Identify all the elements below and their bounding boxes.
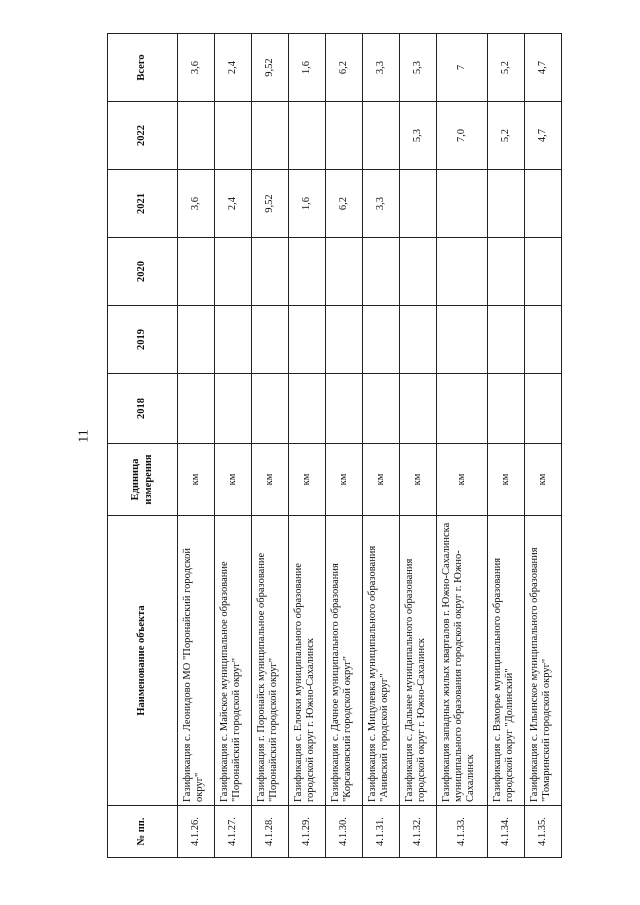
cell-num: 4.1.26.	[178, 806, 215, 858]
cell-unit: км	[488, 444, 525, 516]
cell-2019	[436, 306, 487, 374]
table-row	[214, 34, 251, 858]
page-number: 11	[76, 429, 92, 443]
cell-num: 4.1.34.	[488, 806, 525, 858]
cell-2018	[214, 374, 251, 444]
cell-unit: км	[178, 444, 215, 516]
cell-2019	[251, 306, 288, 374]
cell-2018	[488, 374, 525, 444]
cell-2021	[436, 170, 487, 238]
cell-2021: 9,52	[251, 170, 288, 238]
header-num: № пп.	[108, 806, 178, 858]
cell-name: Газификация с. Мицулевка муниципального образования "Анивский городской округ"	[362, 516, 399, 806]
table-row	[362, 34, 399, 858]
cell-2019	[524, 306, 561, 374]
cell-2019	[399, 306, 436, 374]
cell-2019	[488, 306, 525, 374]
cell-2019	[288, 306, 325, 374]
cell-name: Газификация г. Поронайск муниципальное образование "Поронайский городской округ"	[251, 516, 288, 806]
header-2020: 2020	[108, 238, 178, 306]
cell-unit: км	[399, 444, 436, 516]
cell-2018	[325, 374, 362, 444]
header-total: Всего	[108, 34, 178, 102]
header-2022: 2022	[108, 102, 178, 170]
cell-2022	[362, 102, 399, 170]
cell-2022: 5,3	[399, 102, 436, 170]
cell-total: 5,2	[488, 34, 525, 102]
table-row	[325, 34, 362, 858]
cell-2022	[251, 102, 288, 170]
cell-2019	[178, 306, 215, 374]
cell-name: Газификация с. Дачное муниципального образования "Корсаковский городской округ"	[325, 516, 362, 806]
cell-num: 4.1.30.	[325, 806, 362, 858]
cell-2018	[399, 374, 436, 444]
cell-2019	[214, 306, 251, 374]
cell-total: 3,6	[178, 34, 215, 102]
cell-2020	[288, 238, 325, 306]
cell-total: 7	[436, 34, 487, 102]
cell-total: 9,52	[251, 34, 288, 102]
table-row	[488, 34, 525, 858]
cell-unit: км	[362, 444, 399, 516]
cell-2018	[251, 374, 288, 444]
cell-2020	[362, 238, 399, 306]
cell-2022: 7,0	[436, 102, 487, 170]
cell-2021: 1,6	[288, 170, 325, 238]
cell-total: 1,6	[288, 34, 325, 102]
cell-num: 4.1.33.	[436, 806, 487, 858]
cell-2021	[488, 170, 525, 238]
cell-unit: км	[325, 444, 362, 516]
cell-name: Газификация с. Леонидово МО "Поронайский городской округ"	[178, 516, 215, 806]
cell-name: Газификация с. Ильинское муниципального образования "Томаринский городской округ"	[524, 516, 561, 806]
header-name: Наименование объекта	[108, 516, 178, 806]
cell-num: 4.1.28.	[251, 806, 288, 858]
cell-2022	[214, 102, 251, 170]
cell-2020	[325, 238, 362, 306]
cell-2020	[488, 238, 525, 306]
cell-2021: 6,2	[325, 170, 362, 238]
table-row	[251, 34, 288, 858]
cell-unit: км	[288, 444, 325, 516]
cell-2022: 4,7	[524, 102, 561, 170]
cell-total: 5,3	[399, 34, 436, 102]
cell-num: 4.1.29.	[288, 806, 325, 858]
cell-name: Газификация с. Взморье муниципального образования городской округ "Долинский"	[488, 516, 525, 806]
table-row	[178, 34, 215, 858]
cell-2018	[178, 374, 215, 444]
cell-name: Газификация западных жилых кварталов г. Южно-Сахалинска муниципального образования городской округ г. Южно-Сахалинск	[436, 516, 487, 806]
cell-2021	[399, 170, 436, 238]
cell-2022	[178, 102, 215, 170]
header-row	[108, 34, 178, 858]
table-row	[399, 34, 436, 858]
cell-2019	[325, 306, 362, 374]
cell-2018	[288, 374, 325, 444]
cell-num: 4.1.35.	[524, 806, 561, 858]
header-2018: 2018	[108, 374, 178, 444]
cell-unit: км	[214, 444, 251, 516]
cell-num: 4.1.32.	[399, 806, 436, 858]
cell-total: 3,3	[362, 34, 399, 102]
table-row	[436, 34, 487, 858]
cell-2018	[524, 374, 561, 444]
cell-2022	[288, 102, 325, 170]
cell-unit: км	[436, 444, 487, 516]
cell-name: Газификация с. Дальнее муниципального образования городской округ г. Южно-Сахалинск	[399, 516, 436, 806]
cell-total: 4,7	[524, 34, 561, 102]
header-unit: Единица измерения	[108, 444, 178, 516]
cell-total: 2,4	[214, 34, 251, 102]
table-row	[288, 34, 325, 858]
cell-2020	[214, 238, 251, 306]
cell-2018	[436, 374, 487, 444]
cell-2021: 3,6	[178, 170, 215, 238]
cell-2021: 2,4	[214, 170, 251, 238]
cell-2022: 5,2	[488, 102, 525, 170]
header-2021: 2021	[108, 170, 178, 238]
objects-table	[107, 33, 562, 858]
cell-unit: км	[251, 444, 288, 516]
cell-2018	[362, 374, 399, 444]
cell-2021: 3,3	[362, 170, 399, 238]
table-row	[524, 34, 561, 858]
cell-2019	[362, 306, 399, 374]
cell-2020	[178, 238, 215, 306]
cell-2020	[251, 238, 288, 306]
header-2019: 2019	[108, 306, 178, 374]
cell-num: 4.1.31.	[362, 806, 399, 858]
rotated-table-container	[107, 34, 562, 858]
cell-name: Газификация с. Майское муниципальное образование "Поронайский городской округ"	[214, 516, 251, 806]
cell-unit: км	[524, 444, 561, 516]
cell-num: 4.1.27.	[214, 806, 251, 858]
cell-2020	[436, 238, 487, 306]
cell-name: Газификация с. Елочки муниципального образование городской округ г. Южно-Сахалинск	[288, 516, 325, 806]
cell-2020	[399, 238, 436, 306]
cell-total: 6,2	[325, 34, 362, 102]
cell-2022	[325, 102, 362, 170]
cell-2020	[524, 238, 561, 306]
cell-2021	[524, 170, 561, 238]
